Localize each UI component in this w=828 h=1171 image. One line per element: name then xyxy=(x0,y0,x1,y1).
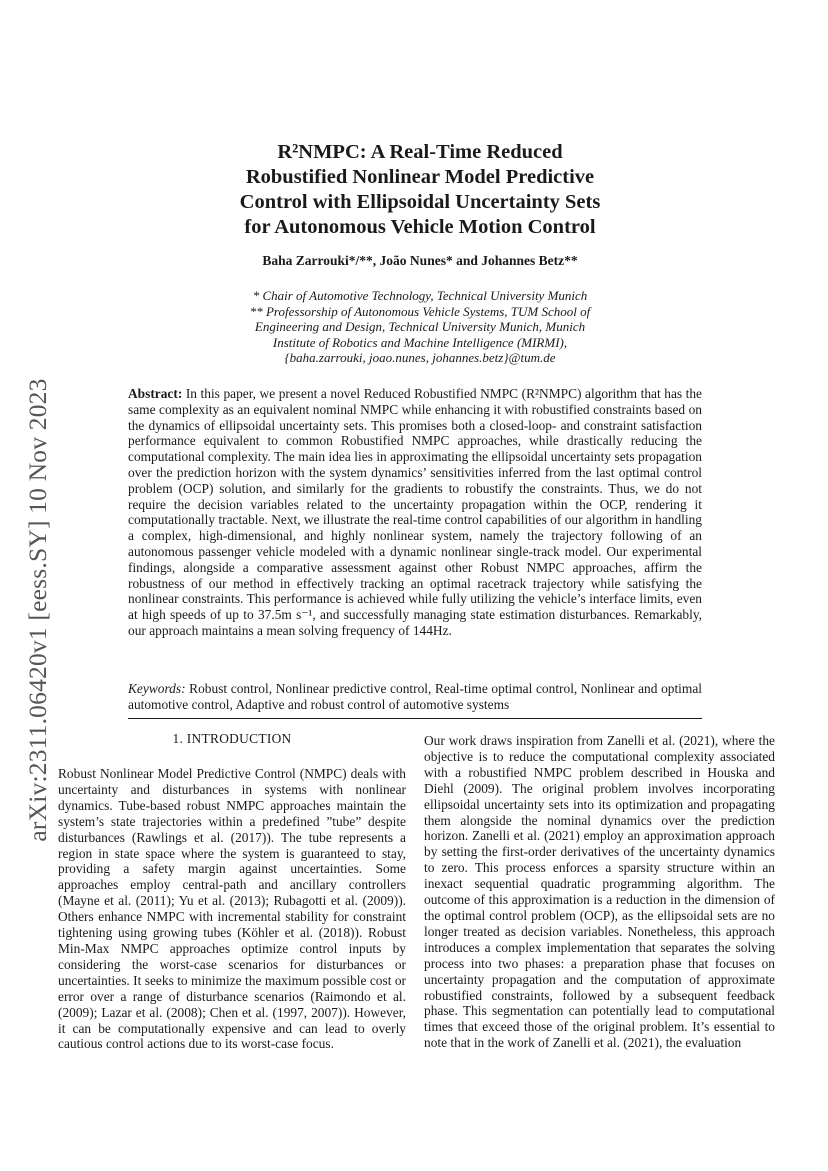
author-list: Baha Zarrouki*/**, João Nunes* and Johannes Betz** xyxy=(262,253,578,268)
keywords-text: Robust control, Nonlinear predictive control, Real-time optimal control, Nonlinear and optimal automotive control, Adaptive and robust control of automotive systems xyxy=(128,681,702,712)
title-line: R²NMPC: A Real-Time Reduced xyxy=(277,141,563,163)
keywords-label: Keywords: xyxy=(128,681,190,696)
affiliation-line: * Chair of Automotive Technology, Technical University Munich xyxy=(252,288,588,303)
title-line: for Autonomous Vehicle Motion Control xyxy=(244,216,596,238)
intro-left-column: Robust Nonlinear Model Predictive Control (NMPC) deals with uncertainty and disturbances in systems with nonlinear dynamics. Tube-based robust NMPC approaches maintain the system’s state trajectories within a predefined ”tube” despite disturbances (Rawlings et al. (2017)). The tube represents a region in state space where the system is guaranteed to stay, providing a safety margin against uncertainties. Some approaches employ central-path and ancillary controllers (Mayne et al. (2011); Yu et al. (2013); Rubagotti et al. (2009)). Others enhance NMPC with incremental stability for constraint tightening using growing tubes (Köhler et al. (2018)). Robust Min-Max NMPC approaches optimize control inputs by considering the worst-case scenarios for disturbances or uncertainties. It seeks to minimize the maximum possible cost or error over a range of disturbance scenarios (Raimondo et al. (2009); Lazar et al. (2008); Chen et al. (1997, 2007)). However, it can be computationally expensive and can lead to overly cautious control actions due to its worst-case focus. xyxy=(58,766,406,1052)
abstract-label: Abstract: xyxy=(128,386,186,401)
title-line: Control with Ellipsoidal Uncertainty Sets xyxy=(239,191,601,213)
affiliation-line: {baha.zarrouki, joao.nunes, johannes.betz}@tum.de xyxy=(284,350,556,365)
paper-title xyxy=(140,140,700,240)
keywords xyxy=(128,681,702,713)
title-line: Robustified Nonlinear Model Predictive xyxy=(245,166,595,188)
abstract xyxy=(128,386,702,639)
affiliation-line: Institute of Robotics and Machine Intelligence (MIRMI), xyxy=(272,334,568,350)
abstract-text: In this paper, we present a novel Reduced Robustified NMPC (R²NMPC) algorithm that has the same complexity as an equivalent nominal NMPC while enhancing it with robustified constraints based on the dynamics of ellipsoidal uncertainty sets. This promises both a closed-loop- and constraint satisfaction performance equivalent to common Robustified NMPC approaches, while drastically reducing the computational complexity. The main idea lies in approximating the ellipsoidal uncertainty sets propagation over the prediction horizon with the system dynamics’ sensitivities inferred from the last optimal control problem (OCP) solution, and similarly for the gradients to robustify the constraints. Thus, we do not require the decision variables related to the uncertainty propagation within the OCP, rendering it computationally tractable. Next, we illustrate the real-time control capabilities of our algorithm in handling a complex, high-dimensional, and highly nonlinear system, namely the trajectory following of an autonomous passenger vehicle modeled with a dynamic nonlinear single-track model. Our experimental findings, alongside a comparative assessment against other Robust NMPC approaches, affirm the robustness of our method in effectively tracking an optimal racetrack trajectory while satisfying the nonlinear constraints. This performance is achieved while fully utilizing the vehicle’s interface limits, even at high speeds of up to 37.5m s⁻¹, and successfully managing state estimation disturbances. Remarkably, our approach maintains a mean solving frequency of 144Hz. xyxy=(128,386,702,638)
arxiv-identifier: arXiv:2311.06420v1 [eess.SY] 10 Nov 2023 xyxy=(23,378,52,842)
intro-right-column: Our work draws inspiration from Zanelli et al. (2021), where the objective is to reduce the computational complexity associated with a robustified NMPC problem described in Houska and Diehl (2009). The original problem involves incorporating ellipsoidal uncertainty sets into its optimization and propagating them alongside the nominal dynamics over the prediction horizon. Zanelli et al. (2021) employ an approximation approach by setting the first-order derivatives of the uncertainty dynamics to zero. This process enforces a sparsity structure within an inexact sequential quadratic programming algorithm. The outcome of this approximation is a reduction in the dimension of the optimal control problem (OCP), as the ellipsoidal sets are no longer treated as decision variables. Nonetheless, this approach introduces a complex implementation that separates the solving process into two phases: a preparation phase that focuses on uncertainty propagation and the computation of approximate robustified constraints, followed by a subsequent feedback phase. This segmentation can potentially lead to computational times that exceed those of the original problem. It’s essential to note that in the work of Zanelli et al. (2021), the evaluation xyxy=(424,733,775,1051)
affiliation-line: ** Professorship of Autonomous Vehicle Systems, TUM School of xyxy=(249,303,591,319)
section-divider xyxy=(128,718,702,719)
arxiv-identifier-sidebar xyxy=(24,350,52,870)
affiliations xyxy=(140,288,700,366)
affiliation-line: Engineering and Design, Technical University Munich, Munich xyxy=(254,319,586,334)
section-heading-introduction: 1. INTRODUCTION xyxy=(172,731,292,746)
